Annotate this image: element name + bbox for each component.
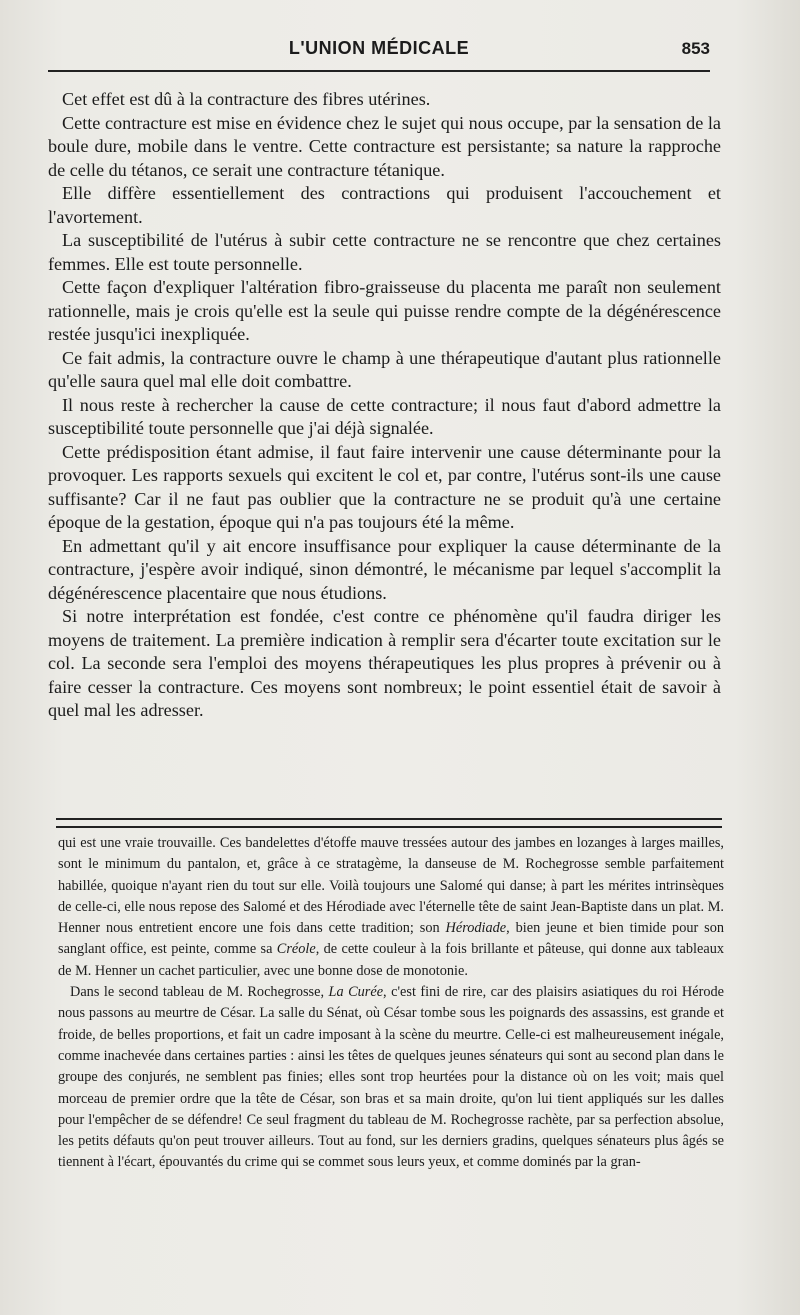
page-header xyxy=(48,38,710,66)
paragraph: Cette façon d'expliquer l'altération fibro-graisseuse du placenta me paraît non seulement rationnelle, mais je crois qu'elle est la seule qui puisse rendre compte de la dégénérescence restée jusqu'ici inexpliquée. xyxy=(48,277,721,344)
artwork-title: Hérodiade xyxy=(445,920,507,937)
artwork-title: La Curée xyxy=(328,984,384,1001)
paragraph: Cette contracture est mise en évidence chez le sujet qui nous occupe, par la sensation de la boule dure, mobile dans le ventre. Cette contracture est persistante; sa nature la rapproche de celle du tétanos, ce serait une contracture tétanique. xyxy=(48,112,721,180)
main-text xyxy=(48,88,721,723)
paragraph: Ce fait admis, la contracture ouvre le champ à une thérapeutique d'autant plus rationnelle qu'elle saura quel mal elle doit combattre. xyxy=(48,347,721,391)
footnote-separator xyxy=(56,818,722,828)
paragraph: La susceptibilité de l'utérus à subir cette contracture ne se rencontre que chez certaines femmes. Elle est toute personnelle. xyxy=(48,230,721,274)
footnote-text-run: , c'est fini de rire, car des plaisirs asiatiques du roi Hérode nous passons au meurtre de César. La salle du Sénat, où César tombe sous les poignards des assassins, est grande et froide, de belles proportions, et fait un cadre imposant à la scène du meurtre. Celle-ci est malheureusement inégale, comme inachevée dans certaines parties : ainsi les têtes de quelques jeunes sénateurs qui sont au second plan dans le groupe des conjurés, ne semblent pas finies; elles sont trop heurtées pour la distance où on les voit; mais quel morceau de premier ordre que la tête de César, son bras et sa main droite, qu'on lui tient appliqués sur les dalles pour l'empêcher de se défendre! Ce seul fragment du tableau de M. Rochegrosse rachète, par sa perfection absolue, les petits défauts qu'on peut trouver ailleurs. Tout au fond, sur les derniers gradins, quelques sénateurs plus âgés se tiennent à l'écart, épouvantés du crime qui se commet sous leurs yeux, et comme dominés par la gran- xyxy=(58,984,724,1171)
footnote-paragraph xyxy=(58,982,724,1174)
footnote-text-run: Dans le second tableau de M. Rochegrosse, xyxy=(70,984,329,1001)
paragraph: En admettant qu'il y ait encore insuffisance pour expliquer la cause déterminante de la contracture, j'espère avoir indiqué, sinon démontré, le mécanisme par lequel s'accomplit la dégénérescence placentaire que nous étudions. xyxy=(48,535,721,603)
paragraph: Cette prédisposition étant admise, il faut faire intervenir une cause déterminante pour la provoquer. Les rapports sexuels qui excitent le col et, par contre, l'utérus sont-ils une cause suffisante? Car il ne faut pas oublier que la contracture ne se produit qu'à une certaine époque de la gestation, époque qui n'a pas toujours été la même. xyxy=(48,441,721,532)
footnote-text xyxy=(58,833,724,1174)
running-title: L'UNION MÉDICALE xyxy=(288,38,470,58)
artwork-title: Créole xyxy=(276,941,316,958)
header-rule xyxy=(48,70,710,72)
footnote-text-run: , de cette couleur à la fois brillante et pâteuse, qui donne aux tableaux de M. Henner un cachet particulier, avec une bonne dose de monotonie. xyxy=(58,941,725,979)
footnote-text-run: qui est une vraie trouvaille. Ces bandelettes d'étoffe mauve tressées autour des jambes en lozanges à larges mailles, sont le minimum du pantalon, et, grâce à ce stratagème, la danseuse de M. Rochegrosse semble parfaitement habillée, quoique n'ayant rien du tout sur elle. Voilà toujours une Salomé qui danse; à part les mérites intrinsèques de celle-ci, elle nous repose des Salomé et des Hérodiade avec l'éternelle tête de saint Jean-Baptiste dans un plat. M. Henner nous entretient encore une fois dans cette tradition; son xyxy=(58,835,724,937)
paragraph: Cet effet est dû à la contracture des fibres utérines. xyxy=(62,89,431,109)
footnote-paragraph xyxy=(58,833,724,982)
paragraph: Il nous reste à rechercher la cause de cette contracture; il nous faut d'abord admettre la susceptibilité toute personnelle que j'ai déjà signalée. xyxy=(48,394,721,438)
paragraph: Si notre interprétation est fondée, c'est contre ce phénomène qu'il faudra diriger les moyens de traitement. La première indication à remplir sera d'écarter toute excitation sur le col. La seconde sera l'emploi des moyens thérapeutiques les plus propres à prévenir ou à faire cesser la contracture. Ces moyens sont nombreux; le point essentiel était de savoir à quel mal les adresser. xyxy=(48,606,721,720)
page-number: 853 xyxy=(681,39,710,58)
paragraph: Elle diffère essentiellement des contractions qui produisent l'accouchement et l'avortement. xyxy=(48,183,721,227)
footnote-text-run: , bien jeune et bien timide pour son sanglant office, est peinte, comme sa xyxy=(58,920,725,958)
